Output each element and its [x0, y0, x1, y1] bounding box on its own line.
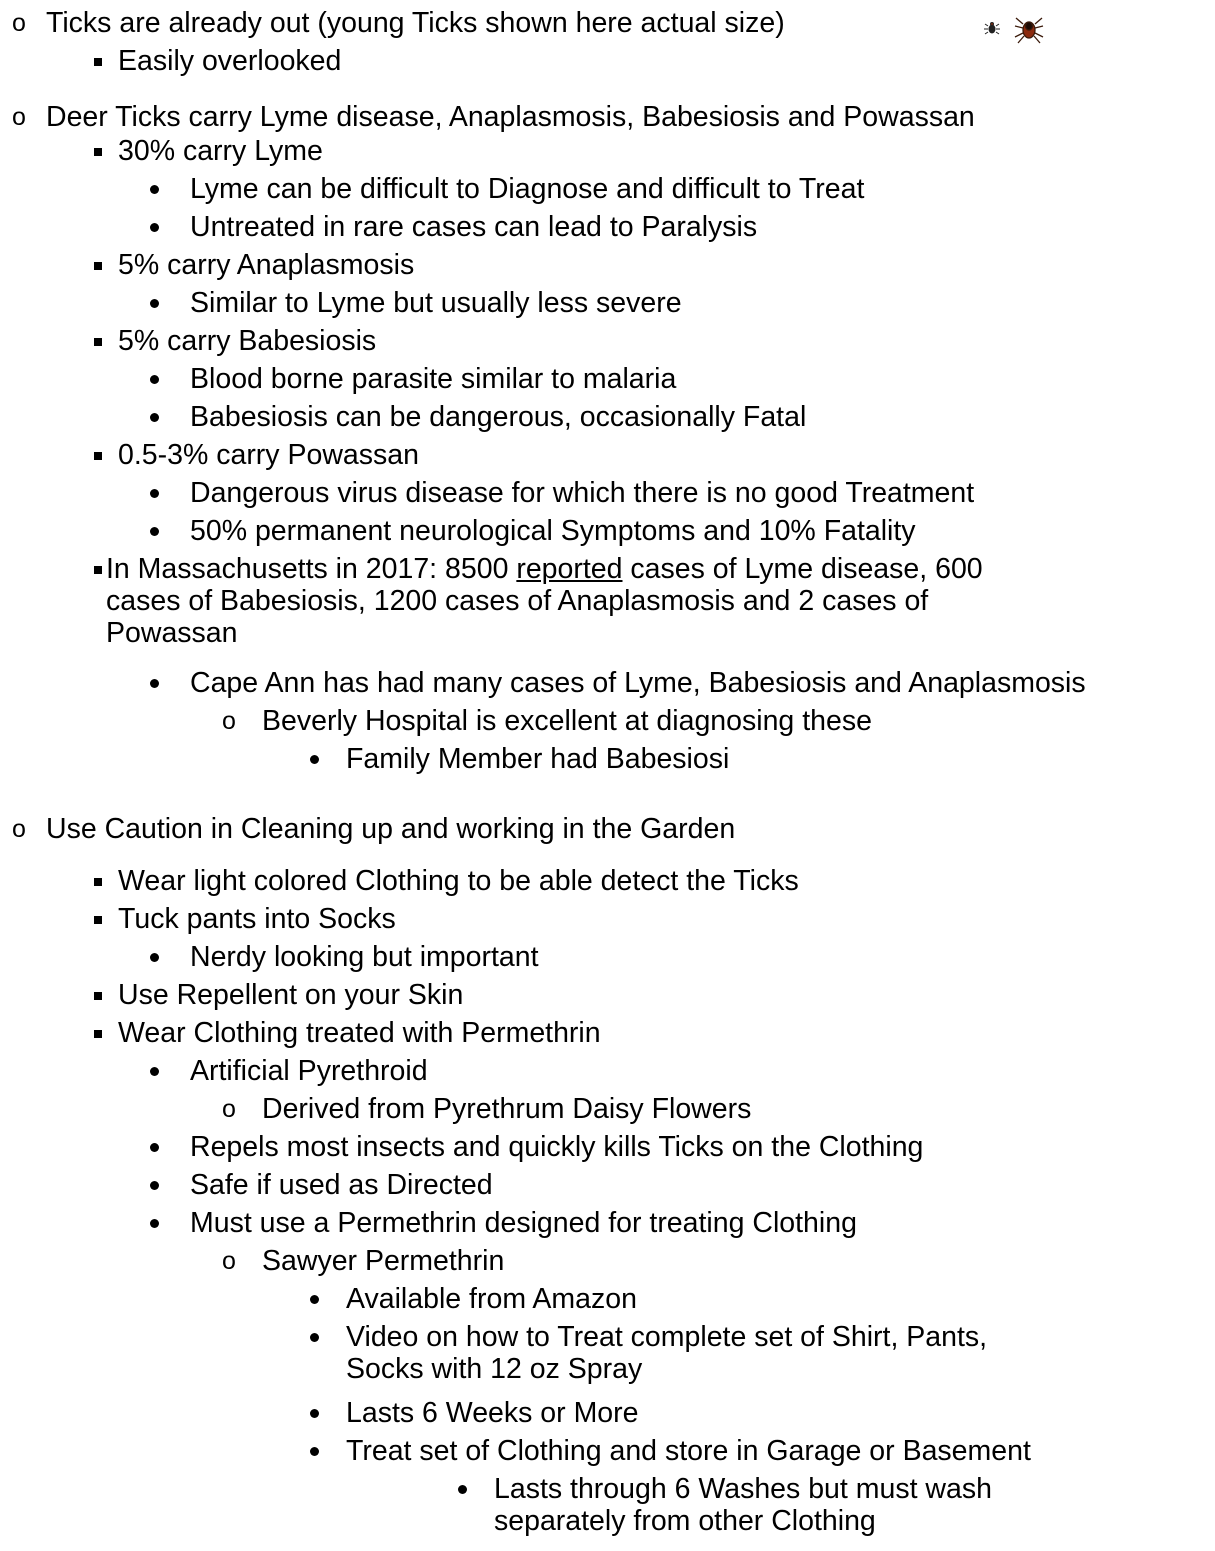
circle-bullet-icon: o	[12, 815, 26, 843]
list-item-text: Treat set of Clothing and store in Garage or Basement	[346, 1435, 1031, 1467]
list-item-text: 50% permanent neurological Symptoms and 10% Fatality	[190, 515, 916, 547]
large-tick-icon	[1015, 18, 1043, 43]
list-item-text: Cape Ann has had many cases of Lyme, Babesiosis and Anaplasmosis	[190, 667, 1086, 699]
list-item-text: Use Repellent on your Skin	[118, 979, 464, 1011]
list-item-text	[106, 552, 983, 586]
list-item-text: Untreated in rare cases can lead to Paralysis	[190, 211, 758, 243]
text-run: In Massachusetts in 2017: 8500	[106, 553, 517, 585]
list-item-continuation: Powassan	[106, 617, 238, 649]
list-item-text: Video on how to Treat complete set of Shirt, Pants,	[346, 1321, 988, 1353]
list-item-text: Artificial Pyrethroid	[190, 1055, 428, 1087]
list-item-text: Easily overlooked	[118, 45, 342, 77]
list-item-text: Lasts through 6 Washes but must wash	[494, 1473, 992, 1505]
list-item-text: Dangerous virus disease for which there is no good Treatment	[190, 477, 975, 509]
list-item-text: Similar to Lyme but usually less severe	[190, 287, 682, 319]
small-tick-icon	[984, 23, 1000, 35]
list-item-text: Must use a Permethrin designed for treating Clothing	[190, 1207, 857, 1239]
list-item-text: Family Member had Babesiosi	[346, 743, 730, 775]
circle-bullet-icon: o	[222, 707, 236, 735]
list-item-text: Ticks are already out (young Ticks shown here actual size)	[46, 7, 785, 39]
circle-bullet-icon: o	[222, 1247, 236, 1275]
list-item-text: Lyme can be difficult to Diagnose and difficult to Treat	[190, 173, 865, 205]
list-item-text: Wear light colored Clothing to be able detect the Ticks	[118, 865, 799, 897]
list-item-text: Sawyer Permethrin	[262, 1245, 505, 1277]
underlined-text: reported	[516, 553, 623, 585]
list-item-text: Blood borne parasite similar to malaria	[190, 363, 677, 395]
list-item-text: 5% carry Babesiosis	[118, 325, 377, 357]
list-item-text: Babesiosis can be dangerous, occasionally Fatal	[190, 401, 807, 433]
list-item-text: Safe if used as Directed	[190, 1169, 493, 1201]
list-item-text: Tuck pants into Socks	[118, 903, 396, 935]
list-item-continuation: cases of Babesiosis, 1200 cases of Anaplasmosis and 2 cases of	[106, 585, 929, 617]
list-item-text: Deer Ticks carry Lyme disease, Anaplasmosis, Babesiosis and Powassan	[46, 101, 975, 133]
circle-bullet-icon: o	[12, 103, 26, 131]
circle-bullet-icon: o	[222, 1095, 236, 1123]
list-item-text: Nerdy looking but important	[190, 941, 539, 973]
circle-bullet-icon: o	[12, 9, 26, 37]
list-item-continuation: separately from other Clothing	[494, 1505, 876, 1537]
list-item-text: Beverly Hospital is excellent at diagnosing these	[262, 705, 872, 737]
tick-image	[982, 12, 1062, 52]
list-item-continuation: Socks with 12 oz Spray	[346, 1353, 643, 1385]
list-item-text: Repels most insects and quickly kills Ticks on the Clothing	[190, 1131, 924, 1163]
list-item-text: 30% carry Lyme	[118, 135, 323, 167]
list-item-text: 0.5-3% carry Powassan	[118, 439, 419, 471]
list-item-text: Wear Clothing treated with Permethrin	[118, 1017, 601, 1049]
list-item-text: Derived from Pyrethrum Daisy Flowers	[262, 1093, 752, 1125]
list-item-text: 5% carry Anaplasmosis	[118, 249, 415, 281]
list-item-text: Available from Amazon	[346, 1283, 637, 1315]
list-item-text: Use Caution in Cleaning up and working in the Garden	[46, 813, 736, 845]
list-item-text: Lasts 6 Weeks or More	[346, 1397, 639, 1429]
text-run: cases of Lyme disease, 600	[622, 553, 983, 585]
